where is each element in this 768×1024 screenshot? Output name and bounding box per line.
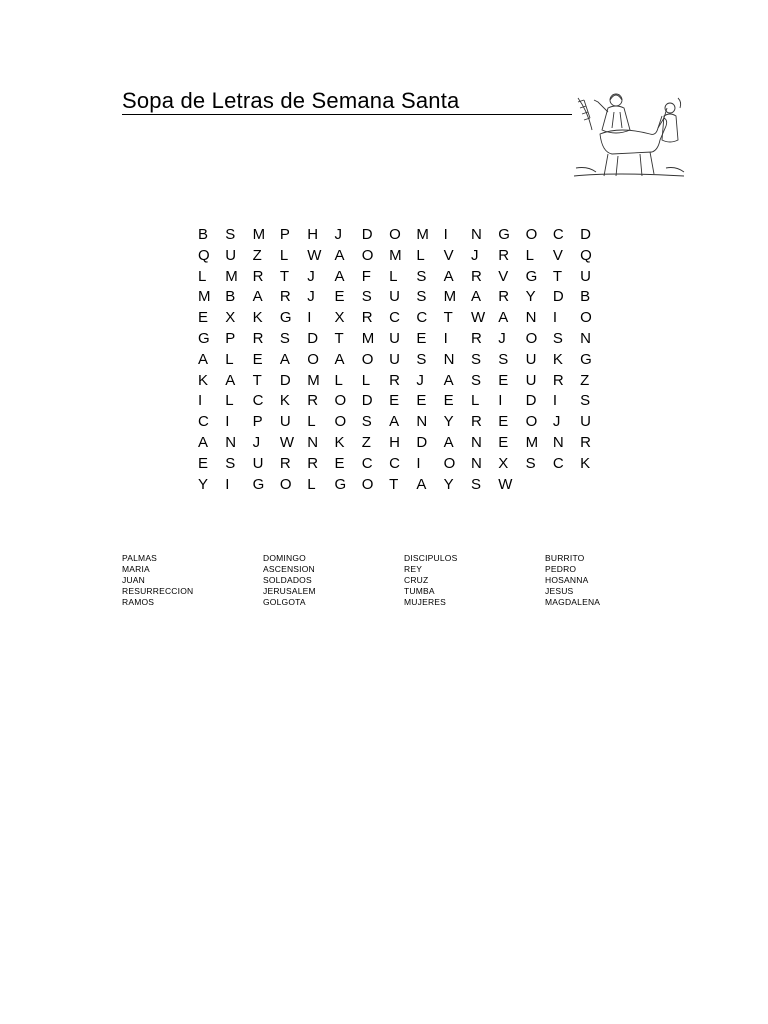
grid-letter: Z bbox=[252, 246, 262, 264]
grid-letter: O bbox=[334, 413, 347, 431]
grid-letter: R bbox=[307, 454, 319, 472]
grid-letter: U bbox=[580, 413, 591, 431]
grid-letter: U bbox=[389, 288, 400, 306]
grid-letter: C bbox=[252, 392, 264, 410]
grid-letter: Y bbox=[443, 413, 454, 431]
grid-letter: A bbox=[198, 350, 209, 368]
grid-letter: S bbox=[416, 267, 427, 285]
grid-letter: U bbox=[580, 267, 591, 285]
grid-letter: L bbox=[225, 350, 234, 368]
grid-letter: M bbox=[525, 433, 539, 451]
grid-letter: T bbox=[552, 267, 563, 285]
grid-letter: E bbox=[498, 413, 509, 431]
grid-letter: G bbox=[279, 309, 292, 327]
word-list-item: DOMINGO bbox=[263, 553, 306, 563]
grid-letter: K bbox=[279, 392, 290, 410]
grid-letter: K bbox=[252, 309, 263, 327]
grid-letter: O bbox=[525, 226, 538, 243]
grid-letter: E bbox=[334, 288, 345, 306]
grid-letter: N bbox=[580, 329, 591, 347]
grid-letter: R bbox=[470, 413, 482, 431]
grid-letter: K bbox=[552, 350, 563, 368]
grid-letter: Q bbox=[580, 246, 592, 264]
grid-letter: C bbox=[198, 413, 209, 431]
grid-letter: W bbox=[498, 475, 513, 493]
grid-letter: R bbox=[361, 309, 373, 327]
grid-letter: H bbox=[389, 433, 400, 451]
grid-letter: D bbox=[416, 433, 428, 451]
grid-letter: L bbox=[334, 371, 343, 389]
grid-letter: M bbox=[198, 288, 211, 306]
grid-letter: H bbox=[307, 226, 319, 243]
grid-letter: U bbox=[525, 371, 537, 389]
grid-letter: D bbox=[525, 392, 537, 410]
grid-letter: I bbox=[443, 226, 448, 243]
grid-letter: M bbox=[361, 329, 375, 347]
grid-letter: I bbox=[225, 413, 230, 431]
page-title: Sopa de Letras de Semana Santa bbox=[122, 88, 460, 113]
grid-letter: B bbox=[198, 226, 209, 243]
grid-letter: A bbox=[225, 371, 236, 389]
grid-letter: W bbox=[307, 246, 322, 264]
grid-letter: O bbox=[525, 329, 538, 347]
grid-letter: O bbox=[361, 475, 374, 493]
grid-letter: L bbox=[225, 392, 234, 410]
grid-letter: N bbox=[470, 433, 482, 451]
grid-letter: I bbox=[498, 392, 503, 410]
grid-letter: F bbox=[361, 267, 371, 285]
word-list-item: RESURRECCION bbox=[122, 586, 194, 596]
grid-letter: J bbox=[470, 246, 479, 264]
grid-letter: G bbox=[334, 475, 347, 493]
word-list-item: RAMOS bbox=[122, 597, 155, 607]
grid-letter: B bbox=[580, 288, 591, 306]
grid-letter: D bbox=[361, 392, 373, 410]
grid-letter: S bbox=[525, 454, 536, 472]
grid-letter: L bbox=[198, 267, 207, 285]
grid-letter: L bbox=[389, 267, 398, 285]
grid-letter: M bbox=[443, 288, 457, 306]
grid-letter: Y bbox=[525, 288, 536, 306]
grid-letter: R bbox=[279, 454, 291, 472]
grid-letter: P bbox=[225, 329, 236, 347]
grid-letter: W bbox=[470, 309, 486, 327]
grid-letter: I bbox=[443, 329, 448, 347]
grid-letter: I bbox=[307, 309, 312, 327]
grid-letter: D bbox=[580, 226, 591, 243]
grid-letter: U bbox=[389, 329, 400, 347]
grid-letter: A bbox=[443, 433, 454, 451]
grid-letter: N bbox=[470, 226, 482, 243]
grid-letter: E bbox=[416, 329, 427, 347]
grid-letter: Y bbox=[198, 475, 209, 493]
grid-letter: M bbox=[252, 226, 266, 243]
grid-letter: J bbox=[252, 433, 261, 451]
grid-letter: L bbox=[525, 246, 534, 264]
grid-letter: E bbox=[498, 371, 509, 389]
grid-letter: A bbox=[279, 350, 290, 368]
grid-letter: S bbox=[552, 329, 563, 347]
grid-letter: M bbox=[307, 371, 320, 389]
grid-letter: A bbox=[416, 475, 427, 493]
grid-letter: O bbox=[361, 350, 374, 368]
grid-letter: O bbox=[443, 454, 456, 472]
grid-letter: L bbox=[279, 246, 289, 264]
grid-letter: N bbox=[307, 433, 319, 451]
grid-letter: X bbox=[225, 309, 236, 327]
grid-letter: V bbox=[552, 246, 563, 264]
grid-letter: G bbox=[198, 329, 210, 347]
grid-letter: S bbox=[225, 226, 236, 243]
grid-letter: S bbox=[416, 350, 427, 368]
grid-letter: I bbox=[225, 475, 230, 493]
grid-letter: G bbox=[525, 267, 538, 285]
word-list-item: JERUSALEM bbox=[263, 586, 316, 596]
grid-letter: E bbox=[498, 433, 509, 451]
grid-letter: S bbox=[361, 413, 372, 431]
grid-letter: A bbox=[443, 371, 454, 389]
grid-letter: D bbox=[361, 226, 373, 243]
grid-letter: S bbox=[498, 350, 509, 368]
grid-letter: K bbox=[580, 454, 591, 472]
grid-letter: C bbox=[361, 454, 373, 472]
grid-letter: R bbox=[552, 371, 564, 389]
title-underline bbox=[122, 114, 572, 115]
grid-letter: X bbox=[498, 454, 509, 472]
grid-letter: T bbox=[443, 309, 453, 327]
word-list-item: MARIA bbox=[122, 564, 150, 574]
grid-letter: Z bbox=[361, 433, 371, 451]
grid-letter: L bbox=[361, 371, 371, 389]
grid-letter: R bbox=[580, 433, 591, 451]
grid-letter: C bbox=[389, 454, 400, 472]
grid-letter: M bbox=[416, 226, 429, 243]
grid-letter: R bbox=[279, 288, 291, 306]
grid-letter: A bbox=[389, 413, 400, 431]
grid-letter: L bbox=[470, 392, 480, 410]
word-list-item: SOLDADOS bbox=[263, 575, 312, 585]
grid-letter: J bbox=[498, 329, 506, 347]
grid-letter: J bbox=[307, 288, 315, 306]
grid-letter: C bbox=[552, 454, 564, 472]
word-list-item: DISCIPULOS bbox=[404, 553, 458, 563]
grid-letter: R bbox=[252, 329, 264, 347]
grid-letter: P bbox=[252, 413, 263, 431]
grid-letter: I bbox=[552, 392, 558, 410]
grid-letter: U bbox=[252, 454, 264, 472]
grid-letter: N bbox=[470, 454, 482, 472]
grid-letter: S bbox=[225, 454, 236, 472]
grid-letter: O bbox=[361, 246, 374, 264]
word-list bbox=[122, 553, 665, 608]
word-search-grid bbox=[198, 225, 607, 495]
grid-letter: U bbox=[279, 413, 291, 431]
word-list-item: PALMAS bbox=[122, 553, 158, 563]
grid-letter: E bbox=[416, 392, 427, 410]
grid-letter: R bbox=[470, 329, 482, 347]
grid-letter: U bbox=[389, 350, 400, 368]
grid-letter: E bbox=[443, 392, 454, 410]
grid-letter: A bbox=[443, 267, 454, 285]
grid-letter: E bbox=[198, 454, 209, 472]
grid-letter: G bbox=[252, 475, 265, 493]
grid-letter: Z bbox=[580, 371, 590, 389]
word-list-column bbox=[122, 553, 263, 608]
grid-letter: R bbox=[389, 371, 400, 389]
grid-letter: S bbox=[580, 392, 591, 410]
grid-letter: P bbox=[279, 226, 290, 243]
grid-letter: L bbox=[416, 246, 425, 264]
grid-letter: X bbox=[334, 309, 345, 327]
grid-letter: R bbox=[252, 267, 264, 285]
grid-letter: S bbox=[470, 350, 481, 368]
grid-letter: O bbox=[580, 309, 592, 327]
grid-letter: A bbox=[470, 288, 481, 306]
grid-letter: T bbox=[252, 371, 262, 389]
word-list-item: JUAN bbox=[122, 575, 145, 585]
grid-letter: O bbox=[334, 392, 347, 410]
grid-letter: L bbox=[307, 413, 316, 431]
word-list-item: CRUZ bbox=[404, 575, 429, 585]
grid-letter: A bbox=[334, 246, 345, 264]
grid-letter: I bbox=[416, 454, 421, 472]
grid-letter: T bbox=[334, 329, 344, 347]
grid-letter: O bbox=[279, 475, 292, 493]
grid-letter: M bbox=[225, 267, 238, 285]
word-list-item: ASCENSION bbox=[263, 564, 315, 574]
grid-letter: R bbox=[498, 288, 510, 306]
grid-letter: Y bbox=[443, 475, 454, 493]
grid-letter: E bbox=[252, 350, 263, 368]
grid-letter: V bbox=[498, 267, 509, 285]
grid-letter: R bbox=[307, 392, 319, 410]
grid-letter: W bbox=[279, 433, 295, 451]
grid-letter: A bbox=[334, 350, 345, 368]
grid-letter: O bbox=[389, 226, 401, 243]
grid-letter: S bbox=[279, 329, 290, 347]
grid-letter: D bbox=[279, 371, 291, 389]
grid-letter: S bbox=[416, 288, 427, 306]
word-list-item: REY bbox=[404, 564, 423, 574]
grid-letter: N bbox=[416, 413, 428, 431]
grid-letter: A bbox=[252, 288, 263, 306]
word-list-item: HOSANNA bbox=[545, 575, 589, 585]
grid-letter: U bbox=[525, 350, 537, 368]
grid-letter: B bbox=[225, 288, 236, 306]
grid-letter: G bbox=[580, 350, 592, 368]
grid-letter: E bbox=[334, 454, 345, 472]
grid-letter: L bbox=[307, 475, 316, 493]
grid-letter: J bbox=[307, 267, 315, 285]
grid-letter: I bbox=[552, 309, 558, 327]
grid-letter: S bbox=[361, 288, 372, 306]
grid-letter: N bbox=[225, 433, 237, 451]
grid-letter: J bbox=[552, 413, 561, 431]
grid-letter: A bbox=[498, 309, 509, 327]
word-list-item: PEDRO bbox=[545, 564, 577, 574]
grid-letter: J bbox=[416, 371, 424, 389]
grid-letter: O bbox=[525, 413, 538, 431]
palm-sunday-illustration bbox=[570, 88, 688, 180]
grid-letter: K bbox=[198, 371, 209, 389]
grid-letter: R bbox=[498, 246, 510, 264]
word-list-column bbox=[404, 553, 545, 608]
word-list-item: GOLGOTA bbox=[263, 597, 306, 607]
word-list-item: MUJERES bbox=[404, 597, 447, 607]
word-list-item: MAGDALENA bbox=[545, 597, 601, 607]
grid-letter: D bbox=[307, 329, 319, 347]
grid-letter: U bbox=[225, 246, 237, 264]
grid-letter: E bbox=[198, 309, 209, 327]
grid-letter: C bbox=[389, 309, 400, 327]
grid-letter: C bbox=[552, 226, 564, 243]
grid-letter: G bbox=[498, 226, 510, 243]
grid-letter: S bbox=[470, 475, 481, 493]
word-list-column bbox=[263, 553, 404, 608]
grid-letter: E bbox=[389, 392, 400, 410]
grid-letter: O bbox=[307, 350, 319, 368]
word-list-column bbox=[545, 553, 665, 608]
grid-letter: N bbox=[552, 433, 564, 451]
grid-letter: K bbox=[334, 433, 345, 451]
grid-letter: M bbox=[389, 246, 402, 264]
word-list-item: JESUS bbox=[545, 586, 574, 596]
grid-letter: I bbox=[198, 392, 203, 410]
grid-letter: R bbox=[470, 267, 482, 285]
grid-letter: A bbox=[198, 433, 209, 451]
word-list-item: BURRITO bbox=[545, 553, 585, 563]
grid-letter: S bbox=[470, 371, 481, 389]
grid-letter: N bbox=[525, 309, 537, 327]
grid-letter: D bbox=[552, 288, 564, 306]
word-list-item: TUMBA bbox=[404, 586, 435, 596]
grid-letter: J bbox=[334, 226, 342, 243]
grid-letter: V bbox=[443, 246, 454, 264]
grid-letter: T bbox=[279, 267, 290, 285]
grid-letter: N bbox=[443, 350, 455, 368]
grid-letter: T bbox=[389, 475, 399, 493]
grid-letter: A bbox=[334, 267, 345, 285]
grid-letter: C bbox=[416, 309, 428, 327]
grid-letter: Q bbox=[198, 246, 210, 264]
